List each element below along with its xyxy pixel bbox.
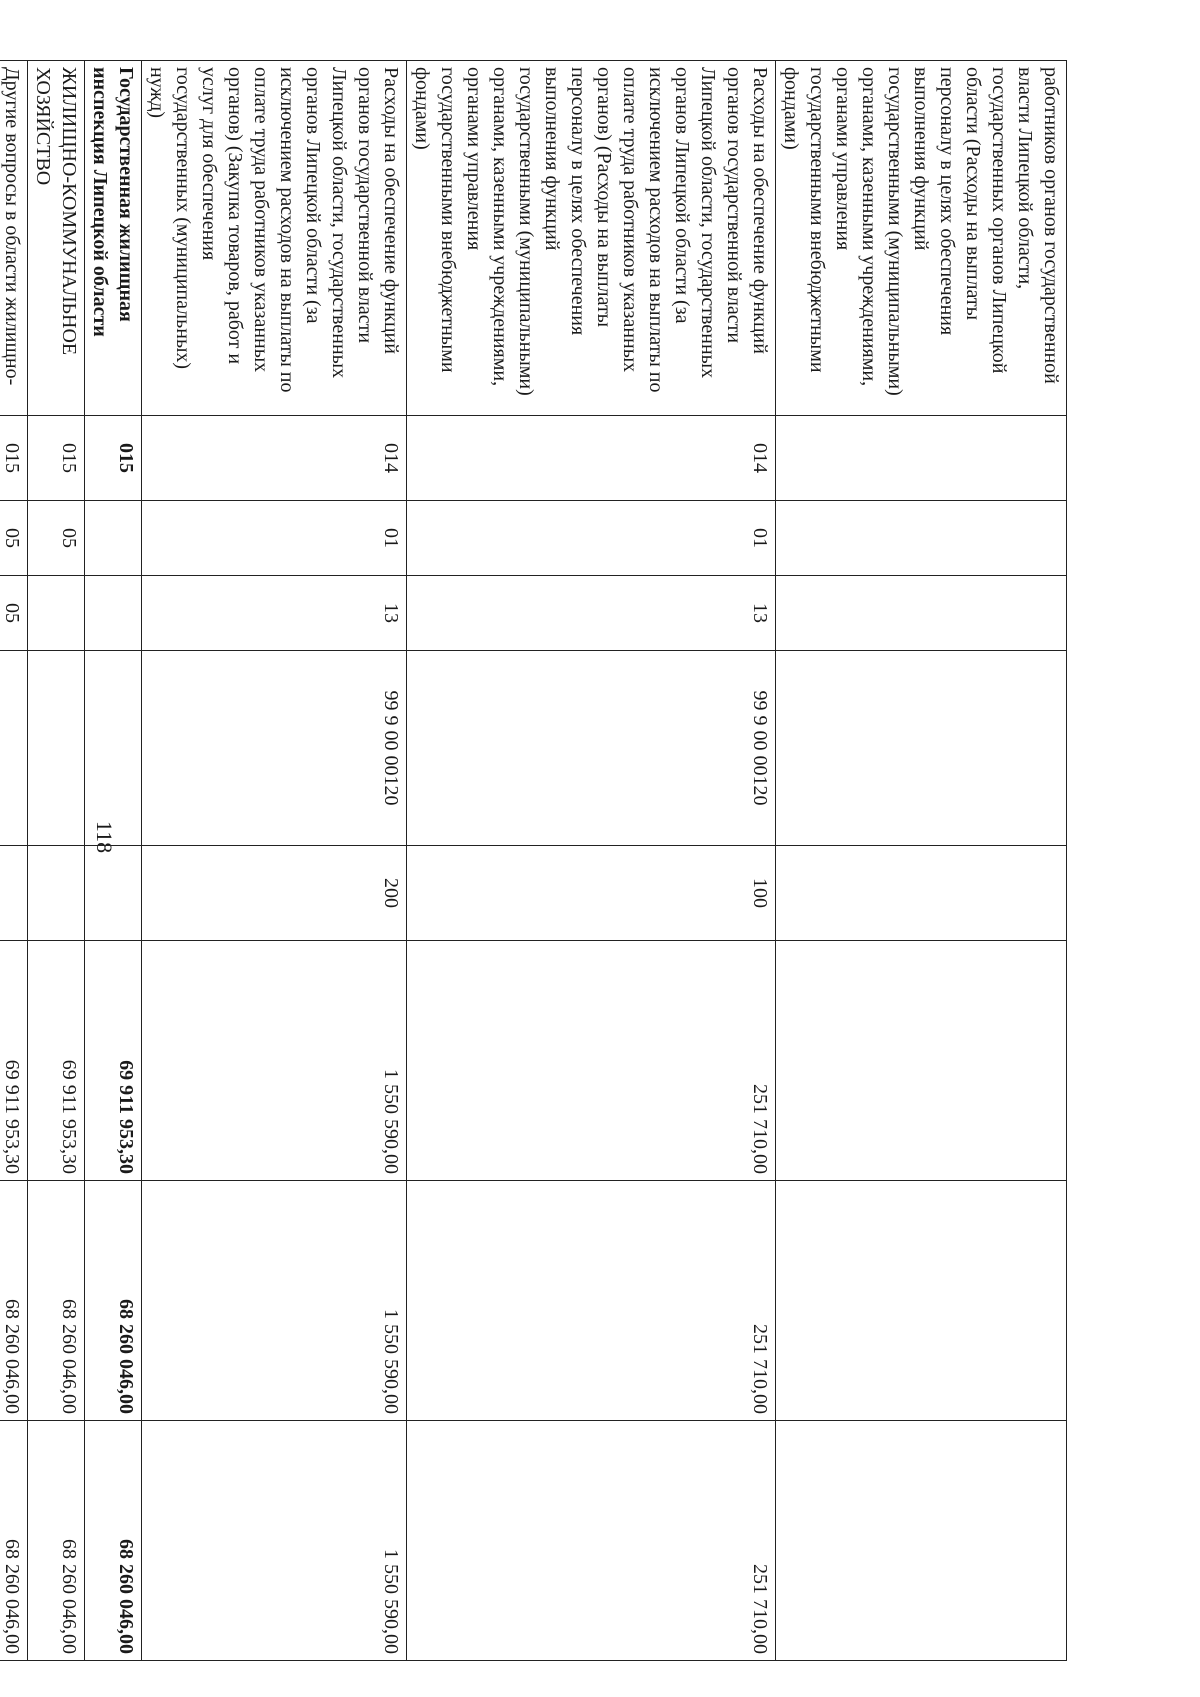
ved-code-cell: 015 [0, 416, 28, 501]
ved-code-cell: 014 [142, 416, 407, 501]
table-row [28, 61, 85, 1661]
amount-1-cell: 251 710,00 [407, 941, 776, 1181]
expense-type-cell [85, 846, 142, 941]
amount-3-cell: 1 550 590,00 [142, 1421, 407, 1661]
amount-2-cell: 1 550 590,00 [142, 1181, 407, 1421]
expense-type-cell [28, 846, 85, 941]
expense-type-cell [0, 846, 28, 941]
table-row [142, 61, 407, 1661]
target-article-cell [776, 651, 1067, 846]
amount-3-cell: 251 710,00 [407, 1421, 776, 1661]
table-row [776, 61, 1067, 1661]
row-name-cell: Государственная жилищная инспекция Липецкой области [85, 61, 142, 416]
subsection-code-cell: 13 [407, 576, 776, 651]
table-body [0, 61, 1067, 1661]
page-number: 118 [92, 820, 117, 854]
amount-1-cell: 69 911 953,30 [28, 941, 85, 1181]
target-article-cell [28, 651, 85, 846]
target-article-cell [85, 651, 142, 846]
section-code-cell: 05 [28, 501, 85, 576]
expense-type-cell [776, 846, 1067, 941]
expense-type-cell: 200 [142, 846, 407, 941]
amount-2-cell: 68 260 046,00 [28, 1181, 85, 1421]
amount-1-cell: 69 911 953,30 [0, 941, 28, 1181]
expense-type-cell: 100 [407, 846, 776, 941]
amount-1-cell [776, 941, 1067, 1181]
section-code-cell: 05 [0, 501, 28, 576]
amount-2-cell: 68 260 046,00 [0, 1181, 28, 1421]
budget-table [0, 60, 1067, 1661]
row-name-cell: Расходы на обеспечение функций органов государственной власти Липецкой области, государственных органов Липецкой области (за исключением расходов на выплаты по оплате труда работников указанных органов) (Расходы на выплаты персоналу в целях обеспечения выполнения функций государственными (муниципальными) органами, казенными учреждениями, органами управления государственными внебюджетными фондами) [407, 61, 776, 416]
amount-1-cell: 69 911 953,30 [85, 941, 142, 1181]
subsection-code-cell [85, 576, 142, 651]
target-article-cell [0, 651, 28, 846]
amount-3-cell [776, 1421, 1067, 1661]
section-code-cell [776, 501, 1067, 576]
table-row [407, 61, 776, 1661]
section-code-cell: 01 [142, 501, 407, 576]
row-name-cell: Расходы на обеспечение функций органов государственной власти Липецкой области, государственных органов Липецкой области (за исключением расходов на выплаты по оплате труда работников указанных органов) (Закупка товаров, работ и услуг для обеспечения государственных (муниципальных) нужд) [142, 61, 407, 416]
row-name-cell: работников органов государственной власти Липецкой области, государственных органов Липецкой области (Расходы на выплаты персоналу в целях обеспечения выполнения функций государственными (муниципальными) органами, казенными учреждениями, органами управления государственными внебюджетными фондами) [776, 61, 1067, 416]
ved-code-cell: 015 [28, 416, 85, 501]
table-row [85, 61, 142, 1661]
amount-1-cell: 1 550 590,00 [142, 941, 407, 1181]
subsection-code-cell [776, 576, 1067, 651]
amount-3-cell: 68 260 046,00 [85, 1421, 142, 1661]
row-name-cell: Другие вопросы в области жилищно- [0, 61, 28, 416]
amount-2-cell: 68 260 046,00 [85, 1181, 142, 1421]
section-code-cell [85, 501, 142, 576]
amount-3-cell: 68 260 046,00 [28, 1421, 85, 1661]
target-article-cell: 99 9 00 00120 [142, 651, 407, 846]
amount-2-cell [776, 1181, 1067, 1421]
ved-code-cell: 014 [407, 416, 776, 501]
row-name-cell: ЖИЛИЩНО-КОММУНАЛЬНОЕ ХОЗЯЙСТВО [28, 61, 85, 416]
ved-code-cell: 015 [85, 416, 142, 501]
target-article-cell: 99 9 00 00120 [407, 651, 776, 846]
subsection-code-cell: 05 [0, 576, 28, 651]
ved-code-cell [776, 416, 1067, 501]
section-code-cell: 01 [407, 501, 776, 576]
amount-2-cell: 251 710,00 [407, 1181, 776, 1421]
table-row [0, 61, 28, 1661]
subsection-code-cell: 13 [142, 576, 407, 651]
subsection-code-cell [28, 576, 85, 651]
amount-3-cell: 68 260 046,00 [0, 1421, 28, 1661]
